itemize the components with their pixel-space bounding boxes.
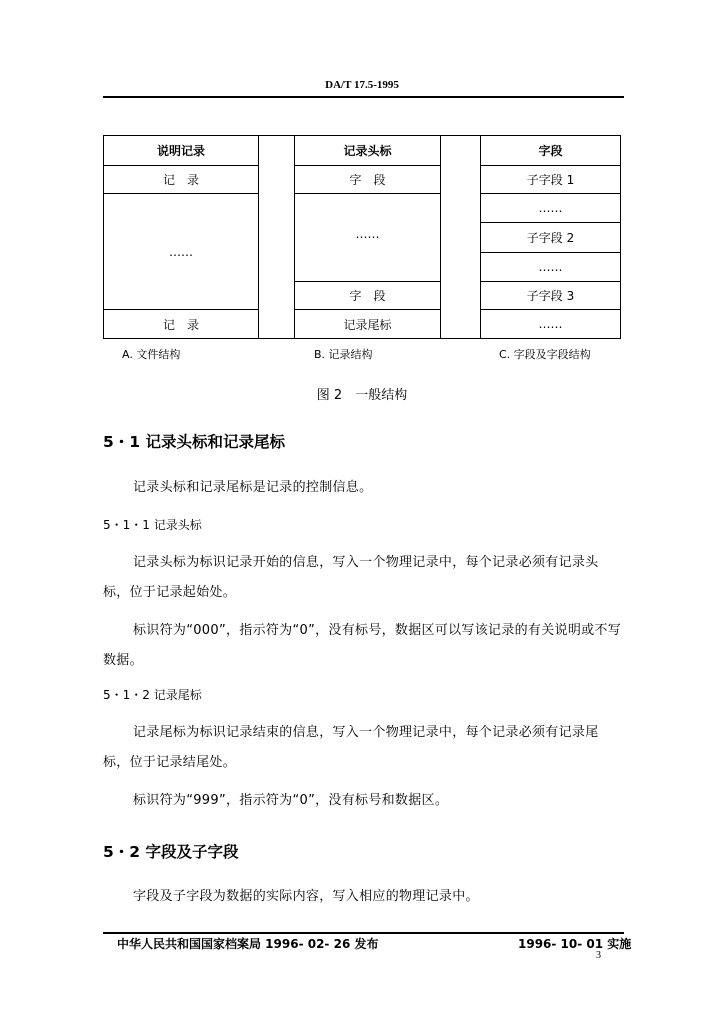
section-5-2-paragraph: 字段及子字段为数据的实际内容，写入相应的物理记录中。 [133,889,479,904]
section-5-1-1-heading: 5・1・1 记录头标 [103,518,202,532]
gap-column-b-c [440,135,481,339]
section-5-1-heading: 5・1 记录头标和记录尾标 [103,433,285,451]
cell-field-1: 字 段 [294,165,441,194]
effective-date: 1996- 10- 01 实施 [518,937,632,951]
cell-subfield-1: 子字段 1 [480,165,621,194]
cell-subfield-3: 子字段 3 [480,281,621,310]
cell-record-trailer: 记录尾标 [294,309,441,339]
section-5-1-2-paragraph-1: 记录尾标为标识记录结束的信息，写入一个物理记录中，每个记录必须有记录尾标，位于记录结尾处。 [103,725,599,770]
caption-field-structure: C. 字段及字段结构 [499,348,591,361]
cell-record-header: 记录头标 [294,135,441,166]
cell-subfield-ellipsis-3: …… [480,309,621,339]
issued-date: 中华人民共和国国家档案局 1996- 02- 26 发布 [117,937,379,951]
figure-title: 图 2 一般结构 [316,388,408,403]
section-5-1-1-paragraph-1: 记录头标为标识记录开始的信息，写入一个物理记录中，每个记录必须有记录头标，位于记录起始处。 [103,555,599,600]
cell-record-2: 记 录 [103,309,259,339]
cell-records-ellipsis: …… [103,193,259,310]
cell-fields-ellipsis: …… [294,193,441,282]
caption-file-structure: A. 文件结构 [122,348,181,361]
cell-description-record: 说明记录 [103,135,259,166]
caption-record-structure: B. 记录结构 [314,348,373,361]
cell-field-header: 字段 [480,135,621,166]
cell-record-1: 记 录 [103,165,259,194]
section-5-2-heading: 5・2 字段及子字段 [103,843,239,861]
section-5-1-1-paragraph-2: 标识符为“000”，指示符为“0”，没有标号，数据区可以写该记录的有关说明或不写数据。 [103,623,622,668]
section-5-1-2-heading: 5・1・2 记录尾标 [103,688,202,702]
page-number: 3 [596,950,601,961]
section-5-1-paragraph: 记录头标和记录尾标是记录的控制信息。 [133,480,373,495]
document-code: DA/T 17.5-1995 [325,79,399,91]
footer-rule [103,932,624,934]
section-5-1-2-paragraph-2: 标识符为“999”，指示符为“0”，没有标号和数据区。 [133,793,449,808]
header-rule [103,96,624,98]
cell-subfield-ellipsis-2: …… [480,252,621,282]
cell-subfield-2: 子字段 2 [480,222,621,253]
cell-subfield-ellipsis-1: …… [480,193,621,223]
gap-column-a-b [258,135,295,339]
cell-field-2: 字 段 [294,281,441,310]
